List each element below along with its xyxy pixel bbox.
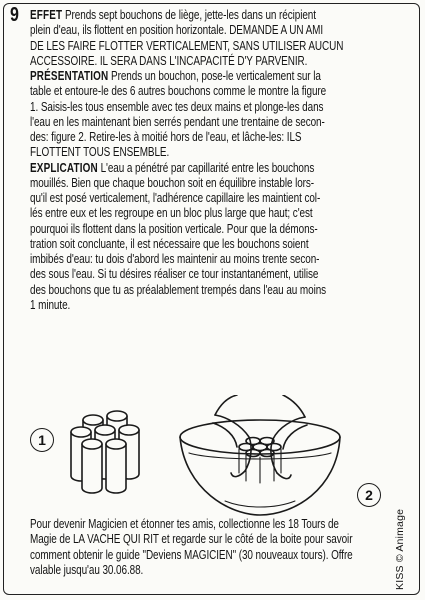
footer-line: valable jusqu'au 30.06.88. xyxy=(30,562,144,577)
instructions-text xyxy=(30,8,401,313)
text-line: tration soit concluante, il est nécessaire que les bouchons soient xyxy=(30,236,309,251)
footer-line: Magie de LA VACHE QUI RIT et regarde sur le côté de la boite pour savoir xyxy=(30,532,353,547)
text-line: imbibés d'eau: tu dois d'abord les maintenir au moins trente secon- xyxy=(30,252,320,266)
text-line: FLOTTENT TOUS ENSEMBLE. xyxy=(30,145,170,160)
text-line: ACCESSOIRE. IL SERA DANS L'INCAPACITÉ D'Y PARVENIR. xyxy=(30,53,308,68)
text-line: DE LES FAIRE FLOTTER VERTICALEMENT, SANS UTILISER AUCUN xyxy=(30,38,344,53)
text-line: qu'il est posé verticalement, l'adhérence capillaire les maintient col- xyxy=(30,191,321,205)
figure-2-label: 2 xyxy=(357,483,381,507)
text-line: PRÉSENTATION Prends un bouchon, pose-le verticalement sur la xyxy=(30,69,321,83)
text-line: lés entre eux et les regroupe en un bloc plus large que haut; c'est xyxy=(30,206,313,221)
section-heading-effet: EFFET xyxy=(30,8,63,22)
text-line: des: figure 2. Retire-les à moitié hors de l'eau, et lâche-les: ILS xyxy=(30,130,302,144)
text-line: EXPLICATION L'eau a pénétré par capillarité entre les bouchons xyxy=(30,160,315,175)
text-line: 1 minute. xyxy=(30,297,71,312)
card-number: 9 xyxy=(10,4,19,26)
text-line: table et entoure-le des 6 autres bouchons comme le montre la figure xyxy=(30,84,327,99)
section-heading-explication: EXPLICATION xyxy=(30,160,98,175)
text-line: 1. Saisis-les tous ensemble avec tes deux mains et plonge-les dans xyxy=(30,99,324,114)
text-line: pourquoi ils flottent dans la position verticale. Pour que la démons- xyxy=(30,221,318,236)
figure-1-label: 1 xyxy=(30,428,54,452)
text-line: l'eau en les maintenant bien serrés pendant une trentaine de secon- xyxy=(30,114,325,129)
footer-line: Pour devenir Magicien et étonner tes amis, collectionne les 18 Tours de xyxy=(30,517,339,531)
text-line: des bouchons que tu as préalablement trempés dans l'eau au moins xyxy=(30,282,327,297)
collection-offer-text xyxy=(30,517,393,578)
section-heading-presentation: PRÉSENTATION xyxy=(30,69,109,83)
text-line: EFFET Prends sept bouchons de liège, jette-les dans un récipient xyxy=(30,8,316,22)
figure-1-corks-illustration xyxy=(60,408,170,508)
text-line: mouillés. Bien que chaque bouchon soit en équilibre instable lors- xyxy=(30,175,315,190)
figure-2-bowl-illustration xyxy=(175,395,350,520)
text-line: plein d'eau, ils flottent en position horizontale. DEMANDE A UN AMI xyxy=(30,23,324,38)
text-line: des sous l'eau. Si tu désires réaliser ce tour instantanément, utilise xyxy=(30,267,319,282)
footer-line: comment obtenir le guide "Deviens MAGICIEN" (30 nouveaux tours). Offre xyxy=(30,547,353,562)
copyright-notice: KISS © Animage xyxy=(394,508,406,590)
